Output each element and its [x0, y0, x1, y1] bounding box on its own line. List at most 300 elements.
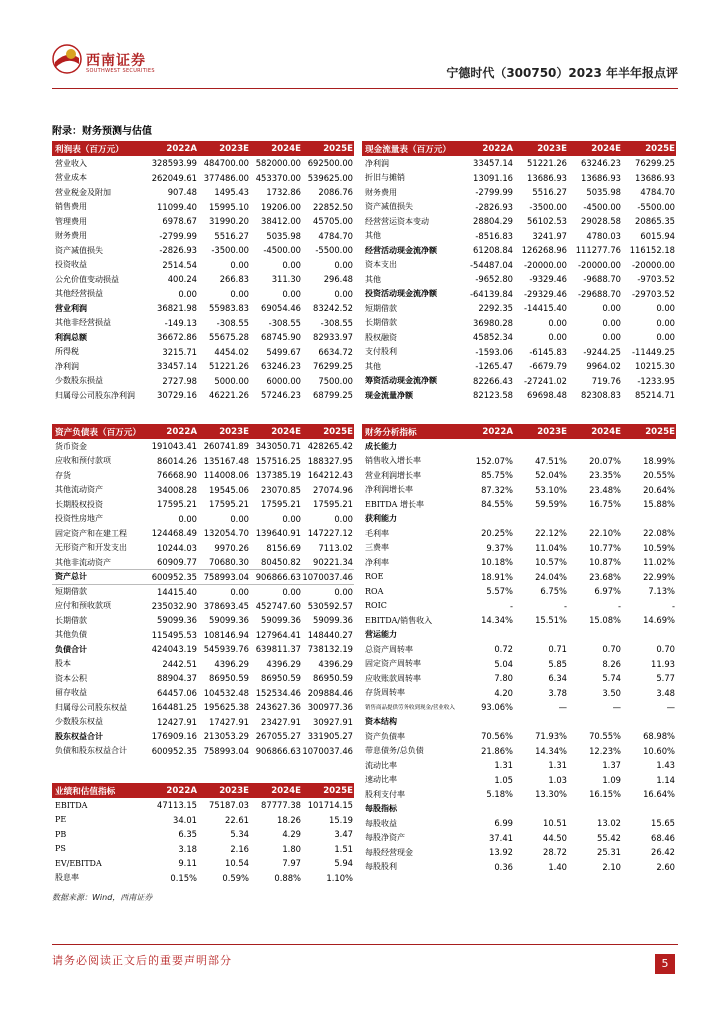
cell-value: 157516.25 [255, 455, 301, 466]
cell-value: -2799.99 [159, 230, 197, 241]
header-year: 2022A [146, 141, 198, 156]
cell-value: 1.05 [494, 774, 513, 785]
row-label: 固定资产周转率 [365, 659, 421, 669]
cell-value: 343050.71 [255, 441, 301, 452]
table-row [52, 657, 354, 672]
cell-value: 0.00 [282, 513, 301, 524]
table-row [362, 541, 676, 556]
table-row [52, 599, 354, 614]
cell-value: 545939.76 [203, 644, 249, 655]
table-header-row [52, 783, 354, 798]
cell-value: 82266.43 [473, 375, 513, 386]
cell-value: 47.51% [535, 455, 567, 466]
row-label: 应收账款周转率 [365, 673, 421, 683]
cell-value: 36980.28 [473, 317, 513, 328]
cell-value: 235032.90 [151, 600, 197, 611]
row-label: 资本结构 [365, 716, 397, 727]
row-label: 经营营运资本变动 [365, 216, 429, 226]
cell-value: 80450.82 [261, 557, 301, 567]
cell-value: 2.16 [230, 843, 249, 854]
row-label: 公允价值变动损益 [55, 274, 119, 284]
cell-value: 47113.15 [157, 800, 197, 811]
cell-value: -3500.00 [211, 245, 249, 256]
cell-value: 5035.98 [586, 187, 621, 198]
cell-value: 0.00 [334, 288, 353, 299]
row-label: 净利润 [365, 158, 389, 168]
cell-value: - [671, 600, 675, 611]
table-row [52, 700, 354, 715]
cell-value: 1.80 [282, 843, 301, 854]
table-row [362, 700, 676, 715]
cell-value: 59099.36 [313, 615, 353, 626]
row-label: 经营活动现金流净额 [365, 244, 437, 255]
cell-value: 0.00 [548, 332, 567, 343]
cell-value: 10.54 [225, 858, 249, 869]
cell-value: 5499.67 [266, 346, 301, 357]
cell-value: 176909.16 [151, 731, 197, 742]
cell-value: 51221.26 [527, 158, 567, 169]
header-label: 现金流量表（百万元） [362, 141, 460, 156]
cell-value: 17595.21 [209, 499, 249, 510]
cell-value: 10.57% [535, 557, 567, 568]
table-row [52, 744, 354, 759]
cell-value: -9329.46 [529, 274, 567, 285]
cell-value: 68.46 [651, 832, 675, 843]
cell-value: 164481.25 [151, 702, 197, 713]
cell-value: 36672.86 [157, 332, 197, 343]
cell-value [514, 802, 568, 817]
row-label: 所得税 [55, 347, 79, 357]
cell-value [568, 715, 622, 730]
cell-value: 45852.34 [473, 332, 513, 343]
row-label: EV/EBITDA [55, 858, 102, 868]
cell-value: 11.04% [535, 542, 567, 553]
cell-value: - [617, 600, 621, 611]
cell-value: 148440.27 [307, 629, 353, 640]
cell-value: 23070.85 [261, 484, 301, 495]
cell-value: 428265.42 [307, 441, 353, 452]
cell-value: 69054.46 [261, 303, 301, 314]
cell-value: 51221.26 [209, 361, 249, 372]
cell-value: 3241.97 [532, 230, 567, 241]
cell-value: 5035.98 [266, 230, 301, 241]
table-row [362, 729, 676, 744]
header-label: 业绩和估值指标 [52, 783, 146, 798]
row-label: 其他经营损益 [55, 289, 103, 299]
cell-value: 600952.35 [146, 570, 198, 585]
table-row [52, 628, 354, 643]
table-header-row [52, 424, 354, 439]
cell-value: 0.00 [334, 259, 353, 270]
cell-value: 4784.70 [318, 230, 353, 241]
row-label: 财务费用 [365, 187, 397, 197]
cell-value: 209884.46 [307, 687, 353, 698]
table-row [362, 773, 676, 788]
cell-value: 10.60% [643, 745, 675, 756]
cell-value: 18.26 [277, 814, 301, 825]
cell-value: 1.09 [602, 774, 621, 785]
cell-value: 15.51% [535, 615, 567, 626]
header-year: 2023E [198, 783, 250, 798]
cell-value: 68799.25 [313, 390, 353, 401]
cell-value: 5.57% [486, 586, 513, 597]
table-row [52, 156, 354, 171]
cell-value: 22.08% [643, 528, 675, 539]
cell-value: 29028.58 [581, 216, 621, 227]
cell-value: — [612, 702, 621, 713]
cell-value: 738132.19 [307, 644, 353, 655]
cell-value: 15.08% [589, 615, 621, 626]
row-label: 归属母公司股东净利润 [55, 390, 135, 400]
row-label: 营业收入 [55, 158, 87, 168]
cell-value: 6000.00 [266, 375, 301, 386]
cell-value: 76299.25 [313, 361, 353, 372]
cell-value: 63246.23 [581, 158, 621, 169]
cell-value: 147227.12 [307, 528, 353, 539]
table-row [362, 330, 676, 345]
cell-value: 13.30% [535, 789, 567, 800]
cell-value: 22.61 [225, 814, 249, 825]
cell-value: 906866.63 [255, 745, 301, 756]
cell-value: -2826.93 [475, 201, 513, 212]
table-row [362, 468, 676, 483]
row-label: 净利润增长率 [365, 485, 413, 495]
cell-value: 5.74 [602, 673, 621, 684]
cell-value: 116152.18 [629, 245, 675, 256]
cell-value [460, 512, 514, 527]
cell-value: 5.85 [548, 658, 567, 669]
cell-value: 70.56% [481, 731, 513, 742]
cell-value: 56102.53 [527, 216, 567, 227]
row-label: 净利率 [365, 557, 389, 567]
table-row [52, 798, 354, 813]
cell-value: 1.14 [656, 774, 675, 785]
cell-value: 93.06% [481, 702, 513, 713]
cell-value: 6.97% [594, 586, 621, 597]
row-label: 股权融资 [365, 332, 397, 342]
cell-value: 0.00 [230, 513, 249, 524]
cell-value: 692500.00 [307, 158, 353, 169]
cell-value: 3.18 [178, 843, 197, 854]
cell-value: 10.18% [481, 557, 513, 568]
table-row [52, 827, 354, 842]
cell-value: 758993.04 [203, 745, 249, 756]
header-year: 2025E [622, 424, 676, 439]
row-label: 支付股利 [365, 347, 397, 357]
cell-value: 10244.03 [157, 542, 197, 553]
row-label: ROA [365, 586, 384, 596]
cell-value: -1593.06 [475, 346, 513, 357]
cell-value: 530592.57 [307, 600, 353, 611]
cell-value: 82123.58 [473, 390, 513, 401]
table-row [362, 200, 676, 215]
cell-value: 4.20 [494, 687, 513, 698]
cell-value: 31990.20 [209, 216, 249, 227]
cell-value: 262049.61 [151, 172, 197, 183]
cell-value: 22.10% [589, 528, 621, 539]
cell-value: 19206.00 [261, 201, 301, 212]
row-label: 营运能力 [365, 629, 397, 640]
cell-value: 213053.29 [203, 731, 249, 742]
cell-value: 907.48 [167, 187, 197, 198]
table-row [52, 642, 354, 657]
cell-value: 13686.93 [527, 172, 567, 183]
cell-value: 260741.89 [203, 441, 249, 452]
table-row [52, 512, 354, 527]
row-label: 营业利润增长率 [365, 470, 421, 480]
row-label: 归属母公司股东权益 [55, 702, 127, 712]
table-row [52, 374, 354, 389]
cell-value: 0.00 [282, 288, 301, 299]
cell-value: 76299.25 [635, 158, 675, 169]
cell-value: 14415.40 [146, 584, 198, 599]
cell-value [568, 439, 622, 454]
header-divider [52, 88, 678, 89]
cell-value: 4396.29 [318, 658, 353, 669]
table-row [52, 454, 354, 469]
cell-value: 14.34% [481, 615, 513, 626]
cell-value: 60909.77 [157, 557, 197, 567]
cell-value [514, 628, 568, 643]
cell-value: 17595.21 [313, 499, 353, 510]
table-row [362, 555, 676, 570]
page-number: 5 [655, 954, 675, 974]
row-label: 每股净资产 [365, 833, 405, 843]
cell-value: -1233.95 [637, 375, 675, 386]
document-title: 宁德时代（300750）2023 年半年报点评 [446, 66, 678, 80]
cell-value: 243627.36 [255, 702, 301, 713]
row-label: 速动比率 [365, 775, 397, 785]
cell-value: 70680.30 [209, 557, 249, 567]
cell-value: 59.59% [535, 499, 567, 510]
cell-value: 0.00 [250, 584, 302, 599]
cell-value: 76668.90 [157, 470, 197, 481]
cell-value: - [563, 600, 567, 611]
cell-value: 30927.91 [313, 716, 353, 727]
row-label: 货币资金 [55, 441, 87, 451]
cell-value: -20000.00 [524, 259, 567, 270]
row-label: 总资产周转率 [365, 644, 413, 654]
cell-value: 26.42 [651, 847, 675, 858]
table-row [362, 345, 676, 360]
table-row [362, 802, 676, 817]
cell-value [568, 628, 622, 643]
cell-value: 46221.26 [209, 390, 249, 401]
cell-value: 9970.26 [214, 542, 249, 553]
cell-value: 86950.59 [261, 673, 301, 684]
row-label: 财务费用 [55, 231, 87, 241]
cell-value [514, 439, 568, 454]
cell-value: -6679.79 [529, 361, 567, 372]
cell-value: 7.80 [494, 673, 513, 684]
cell-value: 13686.93 [635, 172, 675, 183]
cell-value: 61208.84 [473, 245, 513, 256]
cell-value: 33457.14 [473, 158, 513, 169]
row-label: 固定资产和在建工程 [55, 528, 127, 538]
table-row [52, 330, 354, 345]
cell-value: 1.43 [656, 760, 675, 771]
cell-value: 85214.71 [635, 390, 675, 401]
cell-value: 378693.45 [203, 600, 249, 611]
cell-value: 34008.28 [157, 484, 197, 495]
cell-value: 7.97 [282, 858, 301, 869]
table-row [362, 374, 676, 389]
row-label: 投资收益 [55, 260, 87, 270]
row-label: 资产减值损失 [365, 202, 413, 212]
row-label: 毛利率 [365, 528, 389, 538]
cell-value: 331905.27 [307, 731, 353, 742]
cell-value: 3.50 [602, 687, 621, 698]
table-row [362, 388, 676, 403]
table-row [362, 657, 676, 672]
cell-value: 38412.00 [261, 216, 301, 227]
cell-value: 28804.29 [473, 216, 513, 227]
cell-value: 13.02 [597, 818, 621, 829]
cell-value: 126268.96 [521, 245, 567, 256]
row-label: 每股股利 [365, 862, 397, 872]
row-label: 每股收益 [365, 818, 397, 828]
cell-value: 17427.91 [209, 716, 249, 727]
table-row [52, 272, 354, 287]
cell-value: -29329.46 [524, 288, 567, 299]
cell-value: 6978.67 [162, 216, 197, 227]
cell-value [460, 715, 514, 730]
cell-value: 0.72 [494, 644, 513, 655]
row-label: 筹资活动现金流净额 [365, 375, 437, 386]
brand-name: 西南证券 [86, 53, 146, 69]
row-label: 其他非经营损益 [55, 318, 111, 328]
cell-value: 424043.19 [151, 644, 197, 655]
cell-value: 719.76 [591, 375, 621, 386]
cell-value: 88904.37 [157, 673, 197, 684]
cell-value: 34.01 [173, 814, 197, 825]
cell-value: 2292.35 [478, 303, 513, 314]
cell-value: -64139.84 [470, 288, 513, 299]
cell-value: 188327.95 [307, 455, 353, 466]
cell-value: 14.69% [643, 615, 675, 626]
cell-value: -149.13 [164, 317, 197, 328]
cell-value: 152.07% [475, 455, 513, 466]
row-label: 营业税金及附加 [55, 187, 111, 197]
table-row [52, 214, 354, 229]
row-label: PB [55, 829, 67, 839]
cell-value: 6.75% [540, 586, 567, 597]
table-row [52, 584, 354, 599]
cell-value: 0.71 [548, 644, 567, 655]
cell-value: 639811.37 [255, 644, 301, 655]
header-year: 2024E [250, 783, 302, 798]
table-row [362, 599, 676, 614]
cell-value: -27241.02 [524, 375, 567, 386]
cell-value: 11099.40 [157, 201, 197, 212]
row-label: 短期借款 [365, 303, 397, 313]
cell-value: 86014.26 [157, 455, 197, 466]
header-year: 2025E [302, 424, 354, 439]
cell-value: 4396.29 [266, 658, 301, 669]
cell-value: 0.15% [170, 872, 197, 883]
header-year: 2024E [250, 424, 302, 439]
cell-value: 2514.54 [162, 259, 197, 270]
cell-value: — [558, 702, 567, 713]
header-year: 2024E [568, 424, 622, 439]
table-row [362, 316, 676, 331]
cell-value: 55.42 [597, 832, 621, 843]
cell-value: 328593.99 [151, 158, 197, 169]
brand-name-en: SOUTHWEST SECURITIES [86, 68, 155, 74]
header-label: 资产负债表（百万元） [52, 424, 146, 439]
cell-value [622, 512, 676, 527]
cell-value: -308.55 [216, 317, 249, 328]
row-label: 每股经营现金 [365, 847, 413, 857]
header-year: 2025E [302, 141, 354, 156]
cell-value: 1.40 [548, 861, 567, 872]
cell-value: 906866.63 [250, 570, 302, 585]
cell-value [622, 439, 676, 454]
cell-value: 8156.69 [266, 542, 301, 553]
table-row [362, 628, 676, 643]
cell-value: 22852.50 [313, 201, 353, 212]
cell-value: 137385.19 [255, 470, 301, 481]
appendix-title: 附录：财务预测与估值 [52, 126, 152, 137]
cell-value: 0.00 [178, 513, 197, 524]
cell-value: 9.37% [486, 542, 513, 553]
cell-value: 25.31 [597, 847, 621, 858]
cell-value: 10.59% [643, 542, 675, 553]
cell-value: 1070037.46 [302, 570, 354, 585]
cell-value: 0.00 [178, 288, 197, 299]
row-label: 短期借款 [52, 584, 146, 599]
cell-value: 13686.93 [581, 172, 621, 183]
table-row [52, 541, 354, 556]
cell-value: 52.04% [535, 470, 567, 481]
header-year: 2023E [514, 141, 568, 156]
row-label: 负债合计 [55, 643, 87, 654]
cell-value: 9.11 [178, 858, 197, 869]
cell-value: -29688.70 [578, 288, 621, 299]
header-year: 2023E [198, 424, 250, 439]
cell-value: 15.88% [643, 499, 675, 510]
row-label: 其他流动资产 [55, 485, 103, 495]
table-row [362, 214, 676, 229]
cell-value: 20865.35 [635, 216, 675, 227]
row-label: 投资性房地产 [55, 514, 103, 524]
cell-value: 101714.15 [307, 800, 353, 811]
cell-value: 6015.94 [640, 230, 675, 241]
table-row [362, 229, 676, 244]
table-row [362, 185, 676, 200]
table-row [362, 787, 676, 802]
cell-value: 0.00 [656, 332, 675, 343]
header-year: 2025E [302, 783, 354, 798]
table-row [52, 856, 354, 871]
cell-value: 296.48 [323, 274, 353, 285]
table-row [362, 512, 676, 527]
cell-value: 0.00 [302, 584, 354, 599]
cell-value: 5.34 [230, 829, 249, 840]
header-year: 2024E [250, 141, 302, 156]
cell-value: 59099.36 [209, 615, 249, 626]
row-label: 存货 [55, 470, 71, 480]
table-row [362, 156, 676, 171]
cell-value: 86950.59 [313, 673, 353, 684]
cell-value: 108146.94 [203, 629, 249, 640]
cell-value: 267055.27 [255, 731, 301, 742]
row-label: 股息率 [55, 873, 79, 883]
cell-value: 400.24 [167, 274, 197, 285]
cell-value: - [509, 600, 513, 611]
cell-value: 7113.02 [318, 542, 353, 553]
header-year: 2025E [622, 141, 676, 156]
